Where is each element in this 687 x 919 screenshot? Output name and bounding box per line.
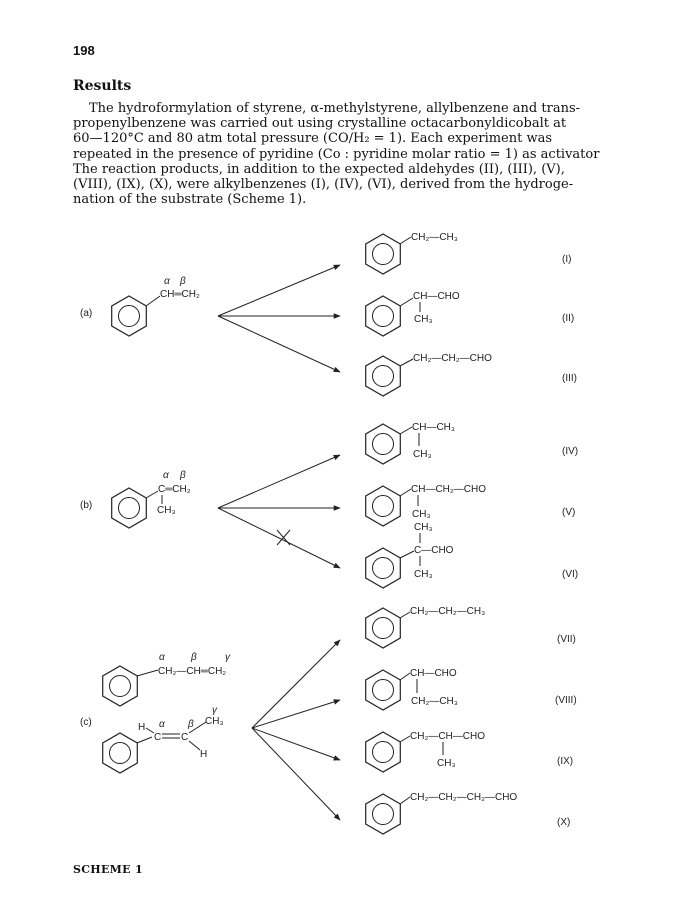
product-VIII-substituent: CH₂—CH₃ [411, 696, 458, 707]
alpha-label: α [159, 652, 165, 663]
product-VII-chain: CH₂—CH₂—CH₃ [410, 606, 486, 617]
page-number: 198 [73, 43, 95, 58]
benzene-ring [366, 794, 401, 834]
product-IX-substituent: CH₃ [437, 758, 456, 769]
paragraph-line: repeated in the presence of pyridine (Co : pyridine molar ratio = 1) as activator [73, 146, 600, 162]
product-IX-number: (IX) [557, 756, 574, 767]
product-VI-number: (VI) [562, 569, 579, 580]
methyl-label: CH₃ [205, 716, 224, 727]
product-VI-chain: C—CHO [414, 545, 454, 556]
benzene-ring [366, 234, 401, 274]
paragraph-line: (VIII), (IX), (X), were alkylbenzenes (I), (IV), (VI), derived from the hydroge- [73, 177, 574, 193]
product-II-number: (II) [562, 313, 575, 324]
beta-label: β [188, 719, 194, 730]
product-II-chain: CH—CHO [413, 291, 460, 302]
benzene-ring [366, 424, 401, 464]
product-VIII-number: (VIII) [555, 695, 577, 706]
hydrogen-label: H [200, 749, 208, 760]
benzene-ring [366, 486, 401, 526]
product-V-substituent: CH₃ [412, 509, 431, 520]
benzene-ring [112, 296, 147, 336]
paragraph-line: The hydroformylation of styrene, α-methylstyrene, allylbenzene and trans- [89, 101, 581, 116]
product-X-chain: CH₂—CH₂—CH₂—CHO [410, 792, 518, 803]
alkene-carbon: C [154, 732, 162, 743]
benzene-ring [366, 608, 401, 648]
benzene-ring [103, 666, 138, 706]
alpha-label: α [164, 276, 170, 287]
product-V-chain: CH—CH₂—CHO [411, 484, 486, 495]
reactant-b-substituent: CH₃ [157, 505, 176, 516]
product-V-number: (V) [562, 507, 576, 518]
product-III-chain: CH₂—CH₂—CHO [413, 353, 492, 364]
product-VII-number: (VII) [557, 634, 576, 645]
paragraph-line: propenylbenzene was carried out using crystalline octacarbonyldicobalt at [73, 116, 567, 132]
product-IX-chain: CH₂—CH—CHO [410, 731, 485, 742]
product-I-number: (I) [562, 254, 572, 265]
row-label-b: (b) [80, 500, 93, 511]
benzene-ring [366, 670, 401, 710]
row-label-a: (a) [80, 308, 93, 319]
scheme-caption: SCHEME 1 [73, 863, 143, 876]
alkene-carbon: C [181, 732, 189, 743]
product-VI-top-substituent: CH₃ [414, 522, 433, 533]
section-heading: Results [73, 78, 132, 94]
benzene-ring [112, 488, 147, 528]
benzene-ring [366, 548, 401, 588]
product-IV-substituent: CH₃ [413, 449, 432, 460]
beta-label: β [180, 276, 186, 287]
hydrogen-label: H [138, 722, 146, 733]
alpha-label: α [163, 470, 169, 481]
reactant-c1-chain: CH₂—CH═CH₂ [158, 666, 227, 677]
paragraph-line: nation of the substrate (Scheme 1). [73, 192, 307, 208]
product-IV-number: (IV) [562, 446, 579, 457]
benzene-ring [103, 733, 138, 773]
benzene-ring [366, 356, 401, 396]
benzene-ring [366, 296, 401, 336]
gamma-label: γ [225, 652, 230, 663]
reactant-b-chain: C═CH₂ [158, 484, 191, 495]
paragraph-line: The reaction products, in addition to the expected aldehydes (II), (III), (V), [73, 161, 565, 177]
product-II-substituent: CH₃ [414, 314, 433, 325]
benzene-ring [366, 732, 401, 772]
alpha-label: α [159, 719, 165, 730]
row-label-c: (c) [80, 717, 92, 728]
beta-label: β [191, 652, 197, 663]
beta-label: β [180, 470, 186, 481]
product-I-chain: CH₂—CH₃ [411, 232, 458, 243]
product-X-number: (X) [557, 817, 571, 828]
gamma-label: γ [212, 705, 217, 716]
product-IV-chain: CH—CH₃ [412, 422, 455, 433]
product-VI-substituent: CH₃ [414, 569, 433, 580]
reactant-a-chain: CH═CH₂ [160, 289, 200, 300]
paragraph-line: 60—120°C and 80 atm total pressure (CO/H₂ = 1). Each experiment was [73, 131, 553, 147]
product-VIII-chain: CH—CHO [410, 668, 457, 679]
product-III-number: (III) [562, 373, 577, 384]
